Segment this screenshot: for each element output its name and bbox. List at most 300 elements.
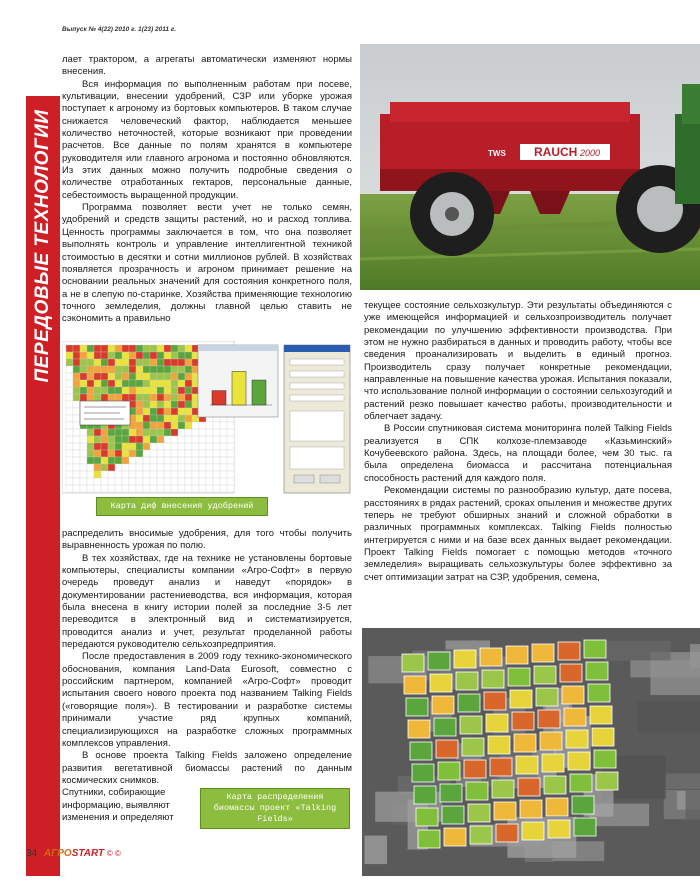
map-cell (101, 436, 108, 443)
biomass-field (518, 778, 540, 796)
map-cell (94, 429, 101, 436)
issue-header: Выпуск № 4(22) 2010 г. 1(23) 2011 г. (62, 26, 176, 33)
map-cell (171, 436, 178, 443)
biomass-field (464, 760, 486, 778)
map-cell (220, 485, 227, 492)
map-cell (108, 387, 115, 394)
map-cell (143, 436, 150, 443)
map-cell (164, 485, 171, 492)
map-cell (136, 380, 143, 387)
map-cell (80, 464, 87, 471)
map-cell (150, 408, 157, 415)
map-cell (171, 485, 178, 492)
biomass-field (434, 718, 456, 736)
map-cell (101, 457, 108, 464)
chart-bar (212, 391, 226, 405)
map-cell (143, 422, 150, 429)
map-cell (185, 471, 192, 478)
biomass-field (546, 798, 568, 816)
map-cell (164, 464, 171, 471)
map-cell (199, 436, 206, 443)
biomass-field (492, 780, 514, 798)
map-cell (122, 436, 129, 443)
map-cell (206, 443, 213, 450)
biomass-field (568, 752, 590, 770)
map-cell (129, 387, 136, 394)
map-cell (108, 457, 115, 464)
map-cell (87, 443, 94, 450)
map-cell (108, 464, 115, 471)
map-cell (108, 436, 115, 443)
map-cell (129, 457, 136, 464)
map-cell (101, 394, 108, 401)
biomass-field (494, 802, 516, 820)
chart-bar (252, 380, 266, 405)
map-cell (94, 352, 101, 359)
map-cell (101, 471, 108, 478)
map-cell (87, 359, 94, 366)
biomass-field (584, 640, 606, 658)
map-cell (73, 429, 80, 436)
map-cell (101, 373, 108, 380)
map-cell (73, 359, 80, 366)
biomass-field (510, 690, 532, 708)
map-cell (199, 464, 206, 471)
map-cell (213, 429, 220, 436)
map-cell (108, 478, 115, 485)
map-cell (94, 380, 101, 387)
map-cell (178, 464, 185, 471)
map-cell (157, 345, 164, 352)
map-cell (80, 478, 87, 485)
map-cell (164, 443, 171, 450)
map-cell (227, 478, 234, 485)
map-cell (94, 485, 101, 492)
paragraph: В тех хозяйствах, где на технике не установлены бортовые компьютеры, специалисты компании «Агро-Софт» в первую очередь проведут анализ и наведут «порядок» в документировании растениеводства, вся информация, которая была внесена в книгу истории полей за последние 3-5 лет переводится в электронный вид и систематизируется, проводится анализ и учет, результат проделанной работы передаются руководителю сельхозпредприятия. (62, 552, 352, 651)
map-cell (164, 366, 171, 373)
map-cell (136, 471, 143, 478)
biomass-field (588, 684, 610, 702)
biomass-field (534, 666, 556, 684)
map-cell (178, 380, 185, 387)
map-cell (136, 387, 143, 394)
map-cell (73, 366, 80, 373)
background-field (664, 841, 700, 876)
map-cell (143, 380, 150, 387)
biomass-field (540, 732, 562, 750)
map-cell (164, 457, 171, 464)
map-cell (213, 450, 220, 457)
map-cell (66, 359, 73, 366)
background-field (364, 836, 387, 864)
map-cell (220, 464, 227, 471)
footer-marks: © © (106, 849, 121, 858)
map-cell (94, 394, 101, 401)
section-title-text: ПЕРЕДОВЫЕ ТЕХНОЛОГИИ (32, 109, 53, 383)
biomass-field (428, 652, 450, 670)
biomass-field (408, 720, 430, 738)
map-cell (87, 366, 94, 373)
map-cell (129, 359, 136, 366)
map-cell (185, 436, 192, 443)
map-cell (108, 394, 115, 401)
map-cell (129, 352, 136, 359)
map-cell (192, 429, 199, 436)
map-cell (178, 436, 185, 443)
map-cell (178, 387, 185, 394)
map-cell (87, 373, 94, 380)
map-cell (171, 345, 178, 352)
map-cell (87, 380, 94, 387)
map-cell (66, 373, 73, 380)
map-cell (129, 471, 136, 478)
map-cell (178, 429, 185, 436)
biomass-field (466, 782, 488, 800)
paragraph: текущее состояние сельхозкультур. Эти результаты объединяются с уже имеющейся информацией и сельхозпроизводитель получает рекомендации по улучшению эффективности производства. При этом не нужно разбираться в данных и проводить работу, чтобы все сведения проанализировать и выделить в единый прогноз. Производитель сразу получает конкретные рекомендации, направленные на повышение качества урожая. Испытания показали, что использование полной информации о состоянии сельхозугодий и растений резко повышает качество работы, производительности и облегчает задачу. (364, 300, 672, 423)
biomass-field (508, 668, 530, 686)
map-cell (136, 373, 143, 380)
map-cell (143, 408, 150, 415)
map-cell (178, 457, 185, 464)
map-cell (150, 450, 157, 457)
map-cell (164, 422, 171, 429)
map-cell (178, 415, 185, 422)
map-cell (136, 464, 143, 471)
biomass-field (436, 740, 458, 758)
map-cell (143, 401, 150, 408)
map-cell (164, 429, 171, 436)
biomass-field (430, 674, 452, 692)
map-cell (94, 450, 101, 457)
map-cell (136, 366, 143, 373)
map-cell (73, 450, 80, 457)
map-cell (143, 366, 150, 373)
map-cell (171, 401, 178, 408)
biomass-field (442, 806, 464, 824)
map-cell (80, 457, 87, 464)
map-cell (213, 464, 220, 471)
map-cell (87, 436, 94, 443)
map-cell (66, 345, 73, 352)
map-cell (220, 429, 227, 436)
map-cell (73, 422, 80, 429)
map-cell (73, 352, 80, 359)
map-cell (101, 478, 108, 485)
biomass-field (516, 756, 538, 774)
map-cell (157, 464, 164, 471)
biomass-field (514, 734, 536, 752)
map-cell (115, 373, 122, 380)
map-cell (185, 457, 192, 464)
map-cell (213, 478, 220, 485)
biomass-field (486, 714, 508, 732)
map-cell (136, 485, 143, 492)
biomass-field (490, 758, 512, 776)
map-cell (199, 471, 206, 478)
biomass-field (482, 670, 504, 688)
biomass-field (404, 676, 426, 694)
map-cell (122, 359, 129, 366)
map-cell (171, 380, 178, 387)
map-cell (143, 394, 150, 401)
biomass-field (458, 694, 480, 712)
map-cell (136, 436, 143, 443)
map-cell (73, 457, 80, 464)
paragraph: Программа позволяет вести учет не только семян, удобрений и средств защиты растений, но и расход топлива. Ценность программы заключается в том, что она позволяет выполнять контроль и управление интеллигентной техникой стоимостью в десятки и сотни миллионов рублей. В хозяйствах появляется прозрачность и агроном принимает решение на основании реальных значений для состояния конкретного поля, а не в слепую по-старинке. Хозяйства применяющие технологию точного земледелия, должны главной целью ставить не сэкономить а правильно (62, 202, 352, 325)
map-cell (66, 478, 73, 485)
map-cell (129, 380, 136, 387)
map-cell (143, 387, 150, 394)
map-cell (157, 387, 164, 394)
map-cell (171, 471, 178, 478)
map-cell (192, 478, 199, 485)
figure-1-caption: Карта диф внесения удобрений (96, 497, 268, 516)
page-footer (26, 848, 121, 859)
biomass-field (594, 750, 616, 768)
biomass-map-figure (362, 628, 700, 876)
map-cell (227, 450, 234, 457)
map-cell (73, 373, 80, 380)
map-cell (66, 457, 73, 464)
map-cell (136, 394, 143, 401)
biomass-field (522, 822, 544, 840)
map-cell (80, 436, 87, 443)
map-cell (192, 464, 199, 471)
biomass-field (536, 688, 558, 706)
map-cell (157, 415, 164, 422)
biomass-field (480, 648, 502, 666)
map-cell (171, 408, 178, 415)
map-cell (80, 394, 87, 401)
map-cell (157, 443, 164, 450)
biomass-field (562, 686, 584, 704)
map-cell (171, 464, 178, 471)
map-cell (87, 478, 94, 485)
map-cell (115, 457, 122, 464)
map-cell (220, 443, 227, 450)
map-cell (73, 345, 80, 352)
map-cell (73, 401, 80, 408)
map-cell (143, 478, 150, 485)
map-cell (164, 380, 171, 387)
map-cell (192, 422, 199, 429)
map-cell (94, 359, 101, 366)
map-cell (94, 345, 101, 352)
map-cell (150, 401, 157, 408)
map-cell (178, 352, 185, 359)
map-cell (129, 485, 136, 492)
map-cell (178, 408, 185, 415)
map-cell (150, 380, 157, 387)
map-cell (185, 380, 192, 387)
biomass-field (586, 662, 608, 680)
biomass-field (454, 650, 476, 668)
map-cell (150, 352, 157, 359)
map-cell (220, 450, 227, 457)
map-cell (227, 471, 234, 478)
map-cell (136, 443, 143, 450)
magazine-logo (44, 848, 104, 859)
map-cell (206, 450, 213, 457)
map-cell (73, 380, 80, 387)
map-cell (66, 450, 73, 457)
map-cell (87, 464, 94, 471)
map-cell (101, 366, 108, 373)
biomass-field (590, 706, 612, 724)
map-cell (150, 359, 157, 366)
map-cell (164, 352, 171, 359)
map-cell (185, 443, 192, 450)
paragraph: В России спутниковая система мониторинга полей Talking Fields реализуется в СПК колхозе-племзаводе «Казьминский» Кочубеевского района. Здесь, на площади более, чем 30 тыс. га была определена биомасса и рассчитана потенциальная способность растений для каждого поля. (364, 423, 672, 484)
page-number: 34 (26, 848, 38, 859)
map-cell (178, 345, 185, 352)
map-cell (171, 450, 178, 457)
biomass-field (418, 830, 440, 848)
biomass-field (564, 708, 586, 726)
map-cell (66, 394, 73, 401)
map-cell (206, 436, 213, 443)
map-cell (171, 352, 178, 359)
map-cell (129, 429, 136, 436)
map-cell (94, 373, 101, 380)
fertilizer-map-illustration (62, 341, 354, 521)
map-cell (206, 429, 213, 436)
map-cell (227, 443, 234, 450)
map-cell (80, 429, 87, 436)
biomass-field (460, 716, 482, 734)
map-cell (136, 478, 143, 485)
map-cell (143, 429, 150, 436)
map-cell (136, 422, 143, 429)
map-cell (94, 471, 101, 478)
map-cell (157, 485, 164, 492)
map-cell (199, 450, 206, 457)
map-cell (73, 485, 80, 492)
map-cell (143, 457, 150, 464)
map-cell (101, 359, 108, 366)
map-cell (87, 471, 94, 478)
biomass-field (544, 776, 566, 794)
map-cell (199, 443, 206, 450)
biomass-field (542, 754, 564, 772)
map-cell (136, 415, 143, 422)
biomass-field (566, 730, 588, 748)
spreader-photo (360, 44, 700, 290)
map-cell (66, 422, 73, 429)
photo-tag-text: TWS (488, 149, 506, 158)
map-cell (199, 485, 206, 492)
map-cell (220, 478, 227, 485)
map-cell (178, 401, 185, 408)
map-cell (185, 429, 192, 436)
map-cell (87, 429, 94, 436)
map-cell (122, 345, 129, 352)
map-cell (108, 443, 115, 450)
map-cell (122, 485, 129, 492)
map-cell (136, 401, 143, 408)
paragraph: Спутники, собирающие информацию, выявляют изменения и определяют (62, 787, 174, 823)
map-cell (129, 436, 136, 443)
map-cell (115, 387, 122, 394)
biomass-field (496, 824, 518, 842)
background-field (686, 791, 700, 822)
section-title (26, 96, 60, 396)
map-cell (80, 345, 87, 352)
biomass-field (592, 728, 614, 746)
map-cell (185, 352, 192, 359)
map-cell (136, 352, 143, 359)
map-cell (143, 443, 150, 450)
map-cell (101, 345, 108, 352)
biomass-field (440, 784, 462, 802)
map-cell (73, 443, 80, 450)
biomass-field (558, 642, 580, 660)
map-cell (87, 387, 94, 394)
map-cell (178, 485, 185, 492)
biomass-field (520, 800, 542, 818)
background-field (630, 660, 700, 677)
map-cell (80, 366, 87, 373)
map-cell (129, 464, 136, 471)
map-cell (178, 443, 185, 450)
map-cell (213, 436, 220, 443)
map-cell (150, 345, 157, 352)
map-cell (171, 359, 178, 366)
biomass-field (506, 646, 528, 664)
paragraph: распределить вносимые удобрения, для того чтобы получить выравненность урожая по полю. (62, 528, 352, 552)
map-cell (87, 450, 94, 457)
map-cell (206, 485, 213, 492)
map-cell (171, 394, 178, 401)
map-cell (206, 457, 213, 464)
map-cell (101, 464, 108, 471)
map-cell (157, 422, 164, 429)
map-cell (66, 401, 73, 408)
map-cell (143, 345, 150, 352)
biomass-field (570, 774, 592, 792)
map-cell (164, 471, 171, 478)
map-cell (178, 394, 185, 401)
chart-bar (232, 371, 246, 405)
map-cell (227, 422, 234, 429)
photo-model-text: 2000 (580, 148, 601, 158)
map-cell (150, 387, 157, 394)
map-cell (157, 380, 164, 387)
map-cell (122, 457, 129, 464)
map-cell (122, 366, 129, 373)
map-cell (150, 429, 157, 436)
map-cell (171, 443, 178, 450)
map-cell (108, 359, 115, 366)
map-cell (108, 345, 115, 352)
biomass-field (438, 762, 460, 780)
map-cell (150, 422, 157, 429)
map-cell (171, 429, 178, 436)
biomass-field (596, 772, 618, 790)
map-cell (87, 352, 94, 359)
map-cell (115, 450, 122, 457)
map-cell (150, 394, 157, 401)
map-cell (157, 394, 164, 401)
biomass-field (532, 644, 554, 662)
map-cell (185, 478, 192, 485)
map-cell (150, 478, 157, 485)
map-cell (73, 387, 80, 394)
map-cell (94, 464, 101, 471)
map-cell (73, 394, 80, 401)
map-cell (171, 387, 178, 394)
map-cell (171, 415, 178, 422)
